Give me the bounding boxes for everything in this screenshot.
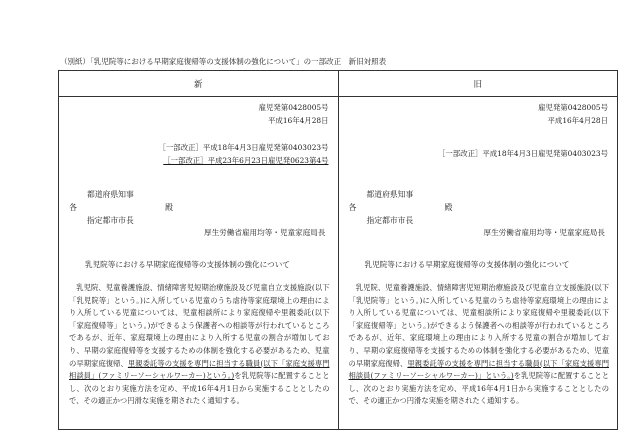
old-ref-date: 平成16年4月28日 <box>547 116 608 125</box>
old-addr-dono: 殿 <box>444 203 453 212</box>
document-heading: （別紙）「乳児院等における早期家庭復帰等の支援体制の強化について」の一部改正 新旧対照表 <box>60 57 387 66</box>
old-body-underline-2: (ファミリーソーシャルワーカー)」という。) <box>370 371 514 381</box>
old-column <box>338 71 618 429</box>
new-body-underline-1: 里親委託等の支援を専門に担当する職員(以下「家庭支援専門相談員」 <box>69 358 330 381</box>
old-body-part-b: を乳児院等に配置することとし、次のとおり実施方法を定め、平成16年4月1日から実施することとしたので、その適正かつ円滑な実施を期されたく通知する。 <box>348 371 610 406</box>
new-amend-2: ［一部改正］平成23年6月23日雇児発0623第4号 <box>163 156 329 165</box>
old-subject: 乳児院等における早期家庭復帰等の支援体制の強化について <box>364 260 570 269</box>
old-body-part-a: 乳児院、児童養護施設、情緒障害児短期治療施設及び児童自立支援施設(以下「乳児院等」という。)に入所している児童のうち虐待等家庭環境上の理由により入所している児童については、児童相談所により家庭復帰や里親委託(以下「家庭復帰等」という。)ができるよう保護者への相談等が行われているところであるが、近年、家庭環境上の理由により入所する児童の割合が増加しており、早期の家庭復帰等を支援するための体制を強化する必要があるため、児童の早期家庭復帰、 <box>348 283 609 368</box>
new-body-underline-2: (ファミリーソーシャルワーカー)という。) <box>98 371 235 381</box>
new-ref-block <box>259 101 329 127</box>
old-ref-block <box>538 101 608 127</box>
new-amend-block <box>159 141 329 167</box>
old-column-header: 旧 <box>339 71 618 97</box>
new-body-part-b: を乳児院等に配置することとし、次のとおり実施方法を定め、平成16年4月1日から実施することとしたので、その適正かつ円滑な実施を期されたく通知する。 <box>69 371 330 406</box>
old-amend-block <box>438 147 608 160</box>
new-body-part-a: 乳児院、児童養護施設、情緒障害児短期治療施設及び児童自立支援施設(以下「乳児院等」という。)に入所している児童のうち虐待等家庭環境上の理由により入所している児童については、児童相談所により家庭復帰や里親委託(以下「家庭復帰等」という。)ができるよう保護者への相談等が行われているところであるが、近年、家庭環境上の理由により入所する児童の割合が増加しており、早期の家庭復帰等を支援するための体制を強化する必要があるため、児童の早期家庭復帰、 <box>69 283 330 368</box>
old-sender: 厚生労働省雇用均等・児童家庭局長 <box>483 228 605 237</box>
new-addr-governor: 都道府県知事 <box>87 190 134 199</box>
old-ref-number: 雇児発第0428005号 <box>538 103 608 112</box>
old-addressee <box>349 189 459 229</box>
old-amend-1: ［一部改正］平成18年4月3日雇児発第0403023号 <box>438 149 608 158</box>
new-ref-number: 雇児発第0428005号 <box>258 103 329 112</box>
new-addr-dono: 殿 <box>165 203 173 212</box>
new-addr-kaku: 各 <box>69 203 77 212</box>
new-subject: 乳児院等における早期家庭復帰等の支援体制の強化について <box>85 260 290 269</box>
old-body-underline-1: 里親委託等の支援を専門に担当する職員(以下「家庭支援専門相談員 <box>348 358 609 381</box>
old-addr-governor: 都道府県知事 <box>366 190 414 199</box>
new-addr-mayor: 指定都市市長 <box>87 216 134 225</box>
old-addr-kaku: 各 <box>348 203 357 212</box>
old-addr-mayor: 指定都市市長 <box>366 216 414 225</box>
new-amend-1: ［一部改正］平成18年4月3日雇児発第0403023号 <box>158 143 329 152</box>
new-ref-date: 平成16年4月28日 <box>268 116 329 125</box>
new-column <box>59 71 338 429</box>
comparison-table <box>58 70 618 430</box>
new-body-text <box>69 282 330 408</box>
new-sender: 厚生労働省雇用均等・児童家庭局長 <box>204 228 326 237</box>
old-body-text <box>349 282 610 408</box>
new-column-header: 新 <box>59 71 338 97</box>
new-addressee <box>69 189 179 229</box>
